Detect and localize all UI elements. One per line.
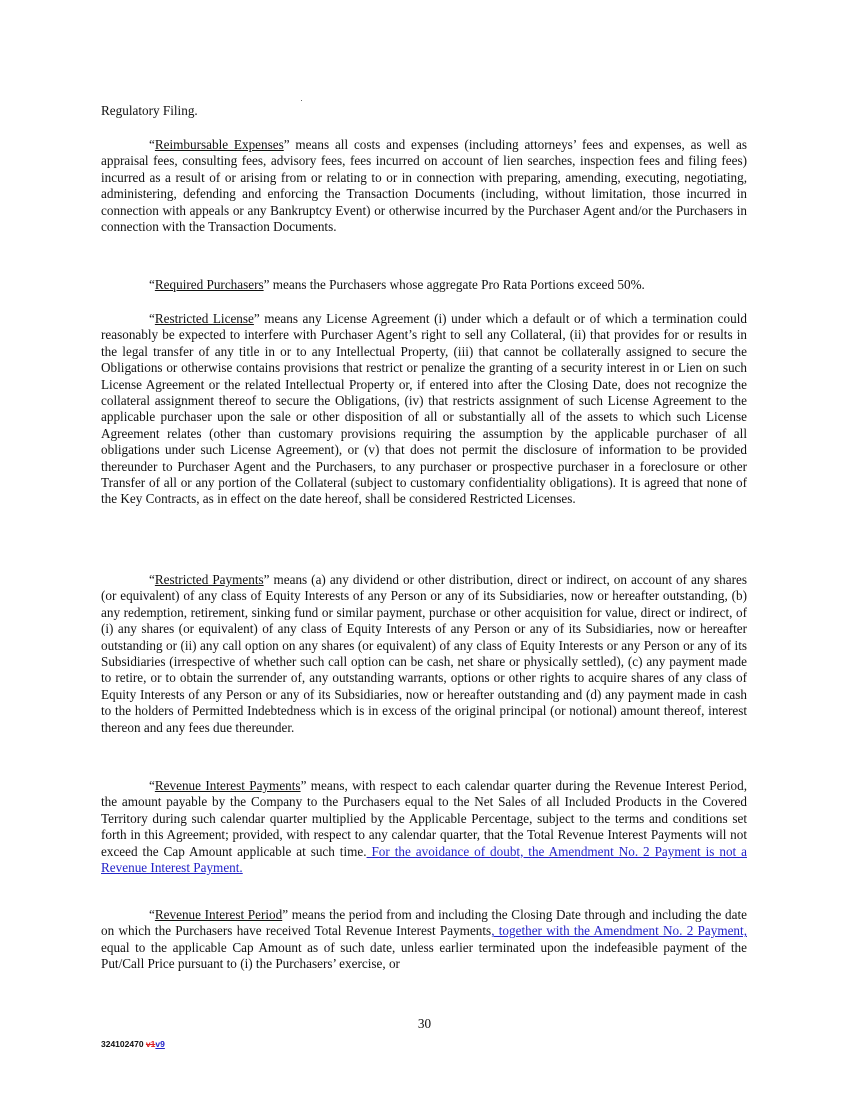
definition-restricted-license: “Restricted License” means any License Agreement (i) under which a default or of which a termination could reasonably be expected to interfere with Purchaser Agent’s right to sell any Collateral, (ii) that provides for or results in the legal transfer of any title in or to any Intellectual Property, (iii) that cannot be collaterally assigned to secure the Obligations or otherwise contains provisions that restrict or penalize the granting of a security interest in or Lien on such License Agreement or the related Intellectual Property or, if entered into after the Closing Date, does not recognize the collateral assignment thereof to secure the Obligations, (iv) that restricts assignment of such License Agreement to the applicable purchaser upon the sale or other disposition of all or substantially all of the assets to which such License Agreement relates (other than customary provisions requiring the assumption by the applicable purchaser of all obligations under such License Agreement), or (v) that does not permit the disclosure of information to be provided thereunder to Purchaser Agent and the Purchasers, to any purchaser or prospective purchaser in a foreclosure or other Transfer of all or any portion of the Collateral (subject to customary confidentiality obligations). It is agreed that none of the Key Contracts, as in effect on the date hereof, shall be considered Restricted Licenses. xyxy=(101,311,747,507)
deleted-version: v1 xyxy=(145,1039,156,1049)
definition-revenue-interest-payments: “Revenue Interest Payments” means, with respect to each calendar quarter during the Revenue Interest Period, the amount payable by the Company to the Purchasers equal to the Net Sales of all Included Products in the Covered Territory during such calendar quarter multiplied by the Applicable Percentage, subject to the terms and conditions set forth in this Agreement; provided, with respect to any calendar quarter, that the Total Revenue Interest Payments will not exceed the Cap Amount applicable at such time. For the avoidance of doubt, the Amendment No. 2 Payment is not a Revenue Interest Payment. xyxy=(101,778,747,876)
definition-required-purchasers: “Required Purchasers” means the Purchasers whose aggregate Pro Rata Portions exceed 50%. xyxy=(149,277,645,292)
definition-reimbursable-expenses: “Reimbursable Expenses” means all costs and expenses (including attorneys’ fees and expenses, as well as appraisal fees, consulting fees, advisory fees, fees incurred on account of lien searches, inspection fees and filing fees) incurred as a result of or arising from or relating to or in connection with preparing, amending, executing, negotiating, administering, defending and enforcing the Transaction Documents (including, without limitation, those incurred in connection with appeals or any Bankruptcy Event) or otherwise incurred by the Purchaser Agent and/or the Purchasers in connection with the Transaction Documents. xyxy=(101,137,747,235)
inserted-text: For the avoidance of doubt, the Amendment No. 2 Payment is not a Revenue Interest Payment. xyxy=(101,843,747,876)
defined-term: Required Purchasers xyxy=(154,277,264,292)
definition-revenue-interest-period: “Revenue Interest Period” means the period from and including the Closing Date through and including the date on which the Purchasers have received Total Revenue Interest Payments, together with the Amendment No. 2 Payment, equal to the applicable Cap Amount as of such date, unless earlier terminated upon the indefeasible payment of the Put/Call Price pursuant to (i) the Purchasers’ exercise, or xyxy=(101,907,747,972)
document-id: 324102470 v1v9 xyxy=(101,1039,165,1049)
definition-restricted-payments: “Restricted Payments” means (a) any dividend or other distribution, direct or indirect, on account of any shares (or equivalent) of any class of Equity Interests of any Person or any of its Subsidiaries, now or hereafter outstanding, (b) any redemption, retirement, sinking fund or similar payment, purchase or other acquisition for value, direct or indirect, of (i) any shares (or equivalent) of any class of Equity Interests of any Person or any of its Subsidiaries, now or hereafter outstanding or (ii) any call option on any shares (or equivalent) of any class of Equity Interests or any Person or any of its Subsidiaries (irrespective of whether such call option can be cash, net share or physically settled), (c) any payment made to retire, or to obtain the surrender of, any outstanding warrants, options or other rights to acquire shares of any class of Equity Interests of any Person or any of its Subsidiaries, now or hereafter outstanding and (d) any payment made in cash to the holders of Permitted Indebtedness which is in excess of the original principal (or notional) amount thereof, interest thereon and any fees due thereunder. xyxy=(101,572,747,735)
page-number: 30 xyxy=(417,1016,432,1031)
inserted-text: , together with the Amendment No. 2 Payment, xyxy=(491,923,747,939)
stray-mark xyxy=(301,100,302,101)
defined-term: Restricted Payments xyxy=(154,572,264,587)
defined-term: Revenue Interest Payments xyxy=(154,778,301,793)
defined-term: Reimbursable Expenses xyxy=(154,137,284,152)
inserted-version: v9 xyxy=(155,1039,165,1049)
defined-term: Restricted License xyxy=(154,311,254,326)
top-line: Regulatory Filing. xyxy=(101,103,198,118)
defined-term: Revenue Interest Period xyxy=(154,907,283,922)
